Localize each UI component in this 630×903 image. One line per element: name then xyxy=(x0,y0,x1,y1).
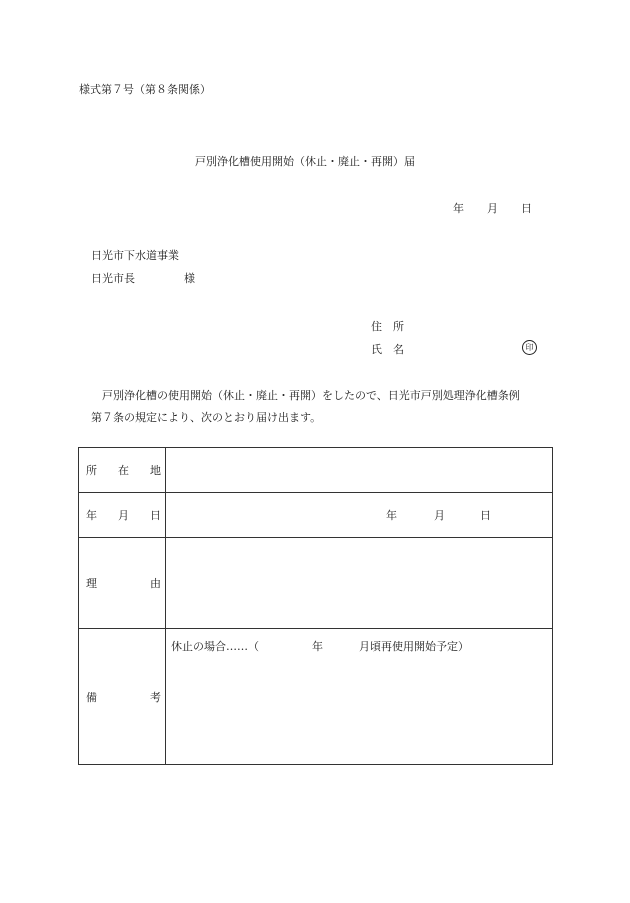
submission-date-day: 日 xyxy=(521,202,532,215)
submission-date-month: 月 xyxy=(487,202,498,215)
remarks-input[interactable] xyxy=(166,629,552,764)
remarks-year-unit: 年 xyxy=(312,640,323,653)
reason-label-char: 理 xyxy=(86,577,97,590)
row-date xyxy=(79,493,552,538)
form-title: 戸別浄化槽使用開始（休止・廃止・再開）届 xyxy=(195,155,415,168)
date-year-unit: 年 xyxy=(386,509,397,522)
seal-mark: 印 xyxy=(522,340,537,355)
date-day-unit: 日 xyxy=(480,509,491,522)
label-cell-date xyxy=(79,493,166,537)
remarks-resume-text: 月頃再使用開始予定） xyxy=(359,640,469,653)
addressee-honorific: 様 xyxy=(184,272,195,285)
applicant-name-label-1: 氏 xyxy=(371,343,382,356)
form-table xyxy=(78,447,553,765)
location-label-char: 所 xyxy=(86,464,97,477)
date-input[interactable] xyxy=(166,493,552,537)
label-cell-reason xyxy=(79,538,166,628)
label-cell-remarks xyxy=(79,629,166,764)
row-reason xyxy=(79,538,552,629)
row-location xyxy=(79,448,552,493)
date-label-char: 月 xyxy=(118,509,129,522)
form-number: 様式第７号（第８条関係） xyxy=(79,83,211,96)
remarks-label-char: 備 xyxy=(86,690,97,704)
applicant-name-label-2: 名 xyxy=(393,343,404,356)
location-label-char: 地 xyxy=(150,464,161,477)
remarks-suspension-prefix: 休止の場合……（ xyxy=(171,640,259,653)
date-label-char: 年 xyxy=(86,509,97,522)
row-remarks xyxy=(79,629,552,764)
body-text-line-2: 第７条の規定により、次のとおり届け出ます。 xyxy=(91,411,322,424)
submission-date-year: 年 xyxy=(453,202,464,215)
applicant-address-label-1: 住 xyxy=(371,320,382,333)
date-month-unit: 月 xyxy=(434,509,445,522)
location-input[interactable] xyxy=(166,448,552,492)
location-label-char: 在 xyxy=(118,464,129,477)
addressee-department: 日光市下水道事業 xyxy=(91,249,179,262)
addressee-mayor: 日光市長 xyxy=(91,272,135,285)
reason-input[interactable] xyxy=(166,538,552,628)
label-cell-location xyxy=(79,448,166,492)
body-text-line-1: 戸別浄化槽の使用開始（休止・廃止・再開）をしたので、日光市戸別処理浄化槽条例 xyxy=(102,389,520,402)
remarks-label-char: 考 xyxy=(150,690,161,704)
applicant-address-label-2: 所 xyxy=(393,320,404,333)
date-label-char: 日 xyxy=(150,509,161,522)
reason-label-char: 由 xyxy=(150,577,161,590)
